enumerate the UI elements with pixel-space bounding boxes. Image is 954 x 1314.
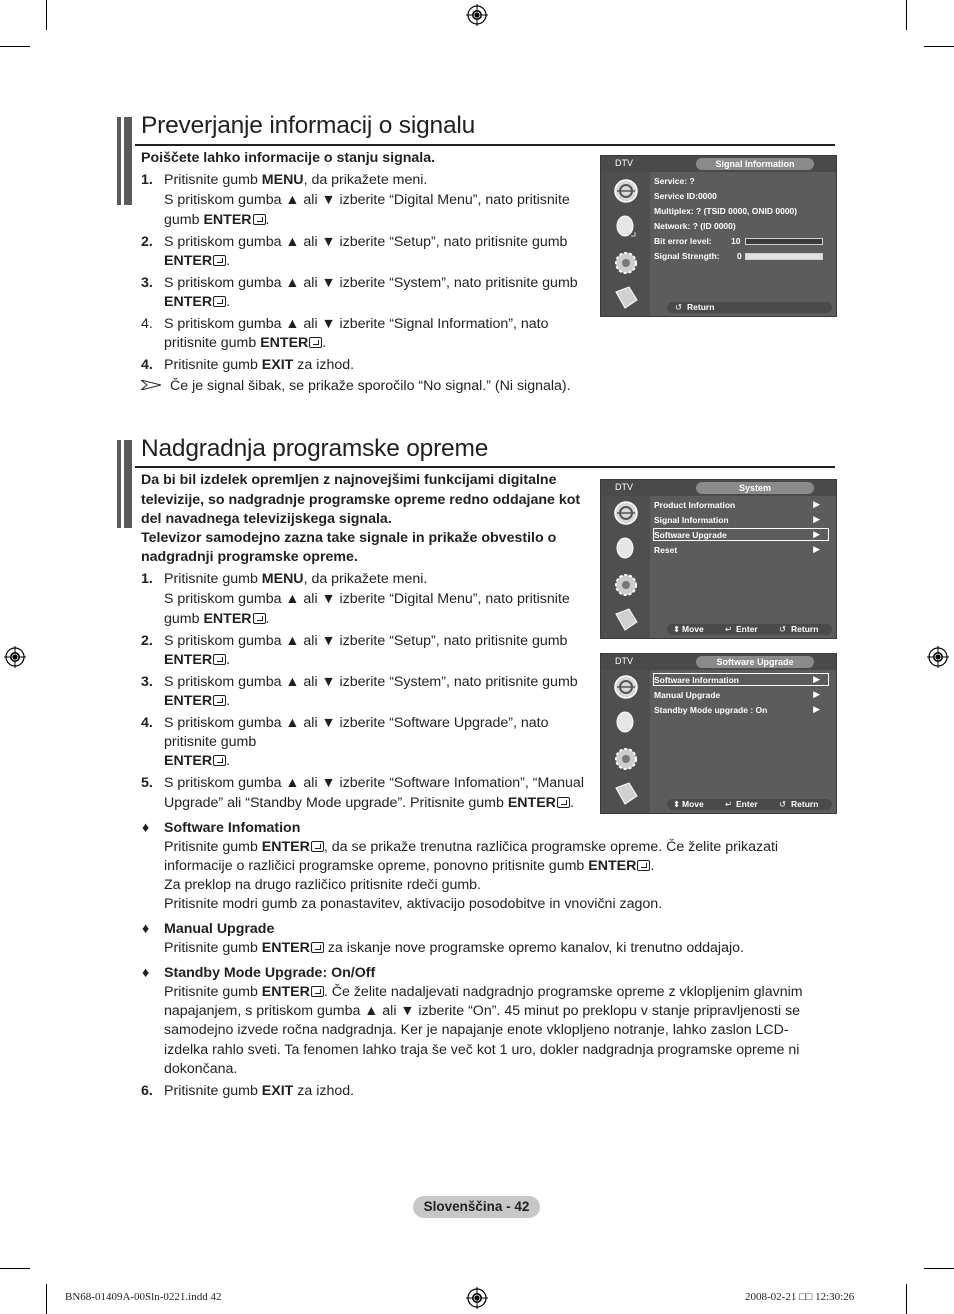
- return-label: Return: [791, 624, 819, 634]
- crop-mark: [0, 1268, 30, 1269]
- enter-icon: [557, 797, 570, 808]
- enter-icon: [213, 755, 226, 766]
- arrow-right-icon: ▶: [813, 674, 820, 684]
- bullet-icon: ♦: [142, 820, 150, 836]
- registration-mark-icon: [4, 646, 26, 668]
- step-number: 3.: [141, 275, 153, 291]
- bit-error-bar: [745, 238, 823, 245]
- info-row: Network: ? (ID 0000): [654, 221, 736, 231]
- info-row: Signal Strength:: [654, 251, 720, 261]
- enter-icon: [213, 695, 226, 706]
- dtv-label: DTV: [615, 482, 633, 492]
- step-text: ENTER .: [164, 253, 231, 269]
- dtv-label: DTV: [615, 656, 633, 666]
- step-number: 4.: [141, 357, 153, 373]
- intro-text: del navadnega televizijskega signala.: [141, 511, 392, 527]
- enter-icon: [213, 255, 226, 266]
- move-label: Move: [682, 799, 704, 809]
- crop-mark: [0, 46, 30, 47]
- screen-sidebar: [601, 670, 650, 813]
- move-icon: ⬍: [673, 624, 681, 634]
- screen-title: System: [696, 482, 814, 494]
- step-text: Pritisnite gumb MENU, da prikažete meni.: [164, 172, 428, 188]
- screen-sidebar: [601, 496, 650, 638]
- print-slug-right: 2008-02-21 □□ 12:30:26: [745, 1291, 855, 1303]
- bullet-text: izdelka rahlo sveti. Ta fenomen lahko traja še več kot 1 uro, dokler nadgradnja programske opreme ni: [164, 1042, 800, 1058]
- enter-icon: [311, 841, 324, 852]
- bit-error-value: 10: [731, 236, 741, 246]
- bullet-text: Pritisnite gumb ENTER . Če želite nadaljevati nadgradnjo programske opreme z vklopljenim glavnim: [164, 984, 803, 1000]
- bullet-text: Za preklop na drugo različico pritisnite rdeči gumb.: [164, 877, 482, 893]
- guide-icon: [611, 212, 641, 242]
- enter-icon: [253, 613, 266, 624]
- menu-item[interactable]: Product Information: [654, 500, 736, 510]
- section-bar: [124, 117, 132, 205]
- note-text: Če je signal šibak, se prikaže sporočilo “No signal.” (Ni signala).: [170, 378, 571, 394]
- step-number: 1.: [141, 571, 153, 587]
- step-number: 1.: [141, 172, 153, 188]
- move-icon: ⬍: [673, 799, 681, 809]
- arrow-right-icon: ▶: [813, 514, 820, 524]
- registration-mark-icon: [466, 4, 488, 26]
- bullet-icon: ♦: [142, 965, 150, 981]
- setup-gear-icon: [611, 744, 641, 774]
- guide-icon: [611, 708, 641, 738]
- return-label: Return: [791, 799, 819, 809]
- page-number-badge: Slovenščina - 42: [413, 1196, 540, 1218]
- section-rule: [135, 144, 835, 146]
- step-number: 6.: [141, 1083, 153, 1099]
- application-icon: [611, 604, 641, 634]
- menu-item[interactable]: Reset: [654, 545, 678, 555]
- enter-icon: [309, 337, 322, 348]
- section-bar: [124, 440, 132, 528]
- arrow-right-icon: ▶: [813, 689, 820, 699]
- bullet-icon: ♦: [142, 921, 150, 937]
- step-text: Pritisnite gumb EXIT za izhod.: [164, 1083, 355, 1099]
- enter-icon: [637, 860, 650, 871]
- bullet-text: napajanjem, s pritiskom gumba ▲ ali ▼ izberite “On”. 45 minut po preklopu v stanje pripravljenosti se: [164, 1003, 801, 1019]
- crop-mark: [924, 46, 954, 47]
- menu-item-selected[interactable]: Software Upgrade: [654, 530, 727, 540]
- crop-mark: [924, 1268, 954, 1269]
- bullet-title: Manual Upgrade: [164, 921, 275, 937]
- step-number: 2.: [141, 633, 153, 649]
- tv-screen-signal-information: [600, 155, 837, 317]
- step-text: ENTER .: [164, 294, 231, 310]
- step-text: S pritiskom gumba ▲ ali ▼ izberite “Software Upgrade”, nato: [164, 715, 549, 731]
- step-text: pritisnite gumb: [164, 734, 257, 750]
- menu-item[interactable]: Manual Upgrade: [654, 690, 721, 700]
- step-number: 5.: [141, 775, 153, 791]
- screen-footer: [667, 624, 832, 635]
- application-icon: [611, 778, 641, 808]
- bullet-text: samodejno izvede ročna nadgradnja. Ker je napajanje enote vklopljeno notranje, lahko zaslon LCD-: [164, 1022, 789, 1038]
- section-title: Nadgradnja programske opreme: [141, 435, 489, 462]
- step-text: S pritiskom gumba ▲ ali ▼ izberite “Setup”, nato pritisnite gumb: [164, 633, 568, 649]
- return-label: Return: [687, 302, 715, 312]
- section-bar: [117, 117, 121, 205]
- screen-title: Signal Information: [696, 158, 814, 170]
- arrow-right-icon: ▶: [813, 529, 820, 539]
- return-icon: ↺: [779, 624, 787, 634]
- screen-footer: [667, 799, 832, 810]
- tv-screen-system: [600, 479, 837, 639]
- step-text: ENTER .: [164, 652, 231, 668]
- step-text: pritisnite gumb ENTER .: [164, 335, 327, 351]
- guide-icon: [611, 534, 641, 564]
- enter-label: Enter: [736, 799, 758, 809]
- channel-icon: [611, 176, 641, 206]
- screen-title: Software Upgrade: [696, 656, 814, 668]
- step-text: S pritiskom gumba ▲ ali ▼ izberite “Signal Information”, nato: [164, 316, 549, 332]
- channel-icon: [611, 498, 641, 528]
- intro-text: Poiščete lahko informacije o stanju signala.: [141, 150, 436, 166]
- enter-key-icon: ↵: [725, 799, 733, 809]
- channel-icon: [611, 672, 641, 702]
- section-bar: [117, 440, 121, 528]
- step-text: gumb ENTER .: [164, 212, 270, 228]
- enter-icon: [213, 654, 226, 665]
- enter-key-icon: ↵: [725, 624, 733, 634]
- print-slug-left: BN68-01409A-00Sln-0221.indd 42: [65, 1291, 222, 1303]
- setup-gear-icon: [611, 248, 641, 278]
- signal-strength-bar: [745, 253, 823, 260]
- step-text: Upgrade” ali “Standby Mode upgrade”. Pritisnite gumb ENTER .: [164, 795, 574, 811]
- section-title: Preverjanje informacij o signalu: [141, 112, 476, 139]
- bullet-title: Standby Mode Upgrade: On/Off: [164, 965, 376, 981]
- step-text: S pritiskom gumba ▲ ali ▼ izberite “Setup”, nato pritisnite gumb: [164, 234, 568, 250]
- signal-strength-value: 0: [737, 251, 742, 261]
- arrow-right-icon: ▶: [813, 499, 820, 509]
- crop-mark: [46, 1284, 47, 1314]
- move-label: Move: [682, 624, 704, 634]
- step-text: S pritiskom gumba ▲ ali ▼ izberite “System”, nato pritisnite gumb: [164, 275, 578, 291]
- bullet-text: dokončana.: [164, 1061, 238, 1077]
- bullet-text: Pritisnite modri gumb za ponastavitev, aktivacijo posodobitve in vnovični zagon.: [164, 896, 663, 912]
- screen-footer: [667, 302, 832, 313]
- crop-mark: [906, 1284, 907, 1314]
- info-row: Service: ?: [654, 176, 695, 186]
- enter-icon: [311, 942, 324, 953]
- step-text: S pritiskom gumba ▲ ali ▼ izberite “Digital Menu”, nato pritisnite: [164, 591, 570, 607]
- crop-mark: [906, 0, 907, 30]
- dtv-label: DTV: [615, 158, 633, 168]
- enter-icon: [213, 296, 226, 307]
- intro-text: Da bi bil izdelek opremljen z najnovejšimi funkcijami digitalne: [141, 472, 557, 488]
- tv-screen-software-upgrade: [600, 653, 837, 814]
- step-number: 4.: [141, 715, 153, 731]
- step-text: gumb ENTER .: [164, 611, 270, 627]
- enter-label: Enter: [736, 624, 758, 634]
- intro-text: Televizor samodejno zazna take signale in prikaže obvestilo o: [141, 530, 557, 546]
- note-arrow-icon: [141, 380, 161, 390]
- application-icon: [611, 282, 641, 312]
- menu-item[interactable]: Signal Information: [654, 515, 729, 525]
- menu-item-selected[interactable]: Software Information: [654, 675, 740, 685]
- registration-mark-icon: [927, 646, 949, 668]
- step-text: ENTER .: [164, 693, 231, 709]
- step-number: 4.: [141, 316, 153, 332]
- step-number: 3.: [141, 674, 153, 690]
- step-text: S pritiskom gumba ▲ ali ▼ izberite “Digital Menu”, nato pritisnite: [164, 192, 570, 208]
- section-rule: [135, 466, 835, 468]
- screen-sidebar: [601, 172, 650, 316]
- bullet-text: Pritisnite gumb ENTER za iskanje nove programske opremo kanalov, ki trenutno oddajajo.: [164, 940, 744, 956]
- bullet-text: Pritisnite gumb ENTER , da se prikaže trenutna različica programske opreme. Če želite prikazati: [164, 839, 779, 855]
- info-row: Multiplex: ? (TSID 0000, ONID 0000): [654, 206, 798, 216]
- menu-item[interactable]: Standby Mode upgrade : On: [654, 705, 768, 715]
- intro-text: televizije, so nadgradnje programske opreme redno oddajane kot: [141, 492, 581, 508]
- return-icon: ↺: [779, 799, 787, 809]
- step-text: S pritiskom gumba ▲ ali ▼ izberite “System”, nato pritisnite gumb: [164, 674, 578, 690]
- bullet-text: informacije o različici programske opreme, ponovno pritisnite gumb ENTER .: [164, 858, 655, 874]
- arrow-right-icon: ▶: [813, 704, 820, 714]
- step-text: S pritiskom gumba ▲ ali ▼ izberite “Software Infomation”, “Manual: [164, 775, 584, 791]
- registration-mark-icon: [466, 1287, 488, 1309]
- setup-gear-icon: [611, 570, 641, 600]
- arrow-right-icon: ▶: [813, 544, 820, 554]
- return-icon: ↺: [675, 302, 683, 312]
- info-row: Bit error level:: [654, 236, 712, 246]
- intro-text: nadgradnji programske opreme.: [141, 549, 358, 565]
- step-text: ENTER .: [164, 753, 231, 769]
- step-text: Pritisnite gumb MENU, da prikažete meni.: [164, 571, 428, 587]
- info-row: Service ID:0000: [654, 191, 717, 201]
- enter-icon: [311, 986, 324, 997]
- crop-mark: [46, 0, 47, 30]
- step-number: 2.: [141, 234, 153, 250]
- bullet-title: Software Infomation: [164, 820, 301, 836]
- step-text: Pritisnite gumb EXIT za izhod.: [164, 357, 355, 373]
- enter-icon: [253, 214, 266, 225]
